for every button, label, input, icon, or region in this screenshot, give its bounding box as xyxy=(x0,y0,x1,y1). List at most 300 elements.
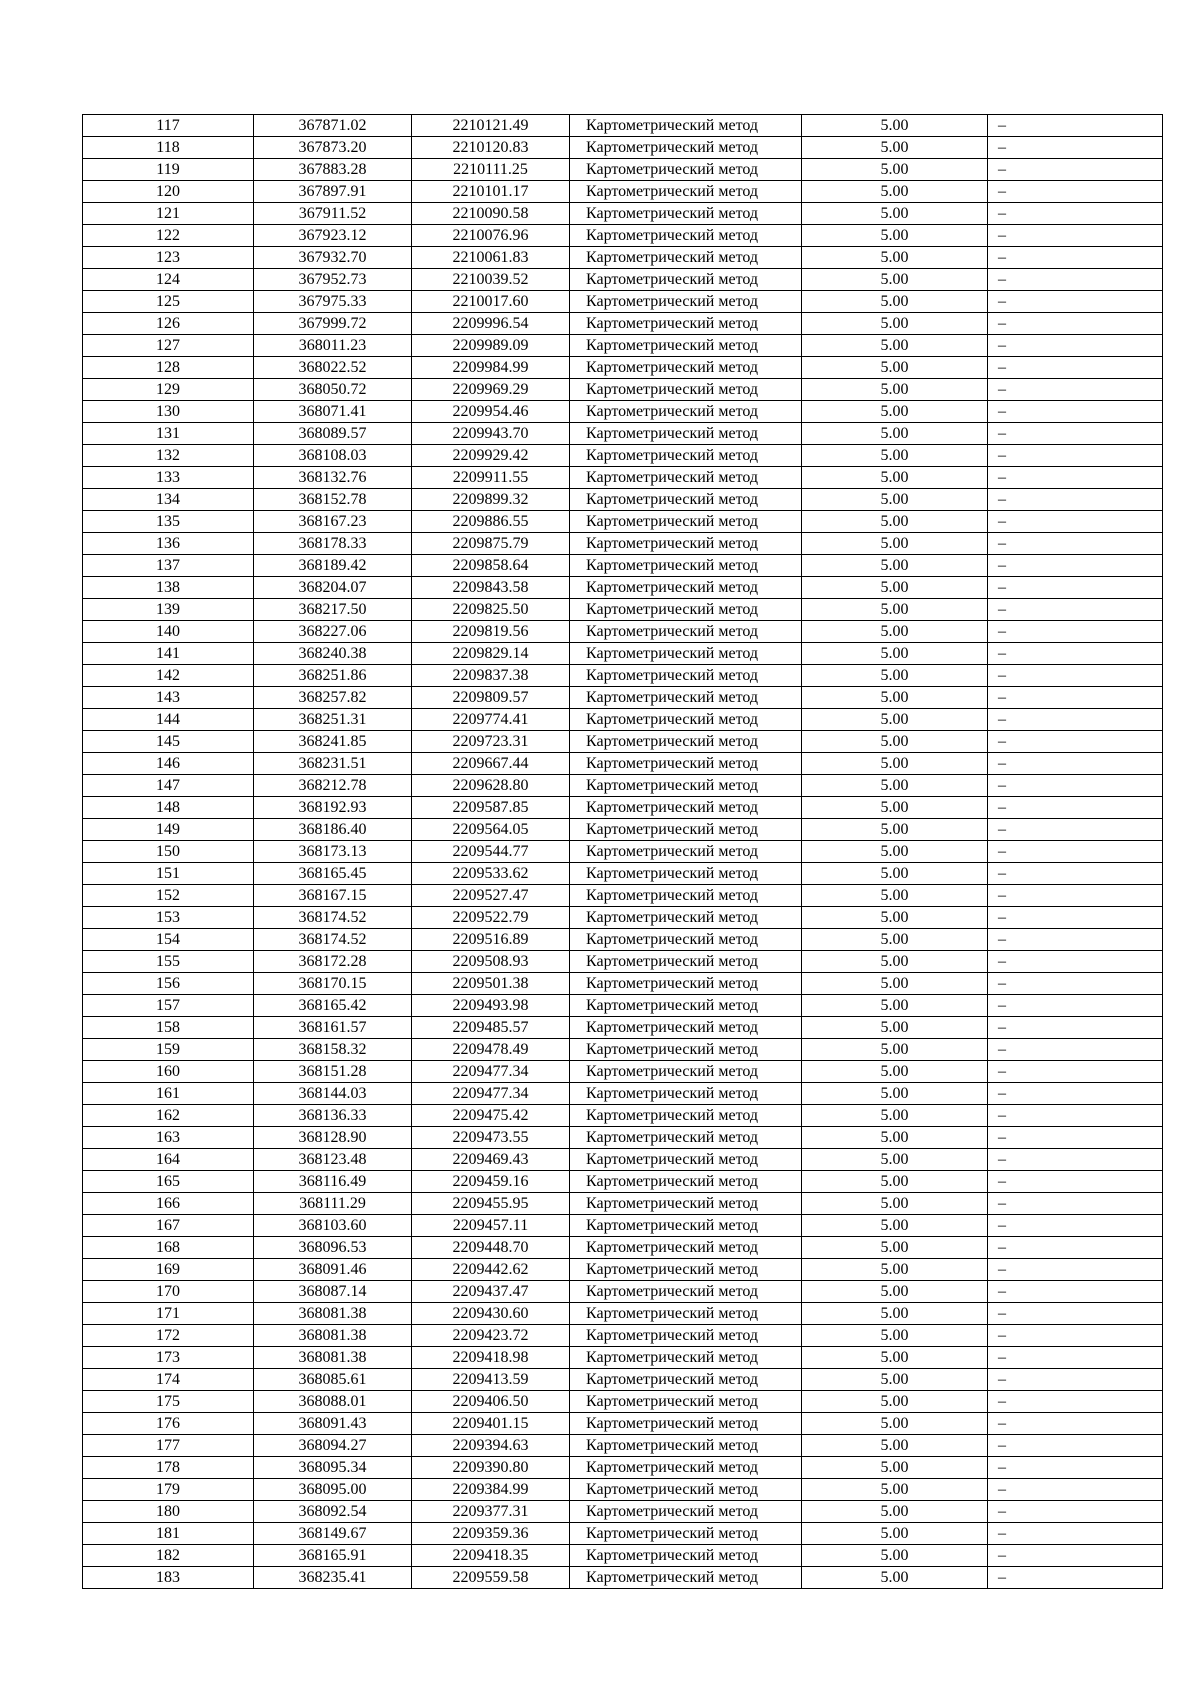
accuracy-cell: 5.00 xyxy=(802,1061,988,1083)
accuracy-cell: 5.00 xyxy=(802,797,988,819)
description-cell: – xyxy=(988,489,1163,511)
accuracy-cell: 5.00 xyxy=(802,445,988,467)
table-row xyxy=(83,357,1163,379)
point-number-cell: 146 xyxy=(83,753,254,775)
accuracy-cell: 5.00 xyxy=(802,1501,988,1523)
point-number-cell: 149 xyxy=(83,819,254,841)
y-coordinate-cell: 2209628.80 xyxy=(412,775,570,797)
x-coordinate-cell: 367883.28 xyxy=(254,159,412,181)
y-coordinate-cell: 2209774.41 xyxy=(412,709,570,731)
accuracy-cell: 5.00 xyxy=(802,1149,988,1171)
method-cell: Картометрический метод xyxy=(570,1567,802,1589)
x-coordinate-cell: 368123.48 xyxy=(254,1149,412,1171)
point-number-cell: 130 xyxy=(83,401,254,423)
point-number-cell: 147 xyxy=(83,775,254,797)
point-number-cell: 167 xyxy=(83,1215,254,1237)
description-cell: – xyxy=(988,1215,1163,1237)
description-cell: – xyxy=(988,1501,1163,1523)
point-number-cell: 123 xyxy=(83,247,254,269)
accuracy-cell: 5.00 xyxy=(802,643,988,665)
accuracy-cell: 5.00 xyxy=(802,401,988,423)
x-coordinate-cell: 367932.70 xyxy=(254,247,412,269)
y-coordinate-cell: 2209667.44 xyxy=(412,753,570,775)
y-coordinate-cell: 2209423.72 xyxy=(412,1325,570,1347)
description-cell: – xyxy=(988,181,1163,203)
description-cell: – xyxy=(988,1479,1163,1501)
y-coordinate-cell: 2209430.60 xyxy=(412,1303,570,1325)
table-row xyxy=(83,159,1163,181)
method-cell: Картометрический метод xyxy=(570,709,802,731)
y-coordinate-cell: 2209954.46 xyxy=(412,401,570,423)
table-row xyxy=(83,1479,1163,1501)
y-coordinate-cell: 2209829.14 xyxy=(412,643,570,665)
point-number-cell: 153 xyxy=(83,907,254,929)
y-coordinate-cell: 2209527.47 xyxy=(412,885,570,907)
method-cell: Картометрический метод xyxy=(570,621,802,643)
description-cell: – xyxy=(988,115,1163,137)
x-coordinate-cell: 368103.60 xyxy=(254,1215,412,1237)
y-coordinate-cell: 2209418.35 xyxy=(412,1545,570,1567)
x-coordinate-cell: 368144.03 xyxy=(254,1083,412,1105)
accuracy-cell: 5.00 xyxy=(802,1369,988,1391)
accuracy-cell: 5.00 xyxy=(802,181,988,203)
point-number-cell: 177 xyxy=(83,1435,254,1457)
table-row xyxy=(83,665,1163,687)
y-coordinate-cell: 2209413.59 xyxy=(412,1369,570,1391)
method-cell: Картометрический метод xyxy=(570,1457,802,1479)
y-coordinate-cell: 2210121.49 xyxy=(412,115,570,137)
description-cell: – xyxy=(988,247,1163,269)
accuracy-cell: 5.00 xyxy=(802,1457,988,1479)
accuracy-cell: 5.00 xyxy=(802,313,988,335)
method-cell: Картометрический метод xyxy=(570,489,802,511)
accuracy-cell: 5.00 xyxy=(802,1325,988,1347)
x-coordinate-cell: 368095.34 xyxy=(254,1457,412,1479)
table-row xyxy=(83,1105,1163,1127)
point-number-cell: 159 xyxy=(83,1039,254,1061)
x-coordinate-cell: 368095.00 xyxy=(254,1479,412,1501)
point-number-cell: 171 xyxy=(83,1303,254,1325)
method-cell: Картометрический метод xyxy=(570,467,802,489)
description-cell: – xyxy=(988,1545,1163,1567)
description-cell: – xyxy=(988,445,1163,467)
method-cell: Картометрический метод xyxy=(570,951,802,973)
method-cell: Картометрический метод xyxy=(570,401,802,423)
method-cell: Картометрический метод xyxy=(570,1083,802,1105)
description-cell: – xyxy=(988,467,1163,489)
accuracy-cell: 5.00 xyxy=(802,753,988,775)
description-cell: – xyxy=(988,137,1163,159)
point-number-cell: 119 xyxy=(83,159,254,181)
point-number-cell: 124 xyxy=(83,269,254,291)
y-coordinate-cell: 2209459.16 xyxy=(412,1171,570,1193)
y-coordinate-cell: 2209522.79 xyxy=(412,907,570,929)
y-coordinate-cell: 2209929.42 xyxy=(412,445,570,467)
method-cell: Картометрический метод xyxy=(570,1105,802,1127)
point-number-cell: 174 xyxy=(83,1369,254,1391)
method-cell: Картометрический метод xyxy=(570,1017,802,1039)
table-row xyxy=(83,1083,1163,1105)
accuracy-cell: 5.00 xyxy=(802,1567,988,1589)
accuracy-cell: 5.00 xyxy=(802,291,988,313)
method-cell: Картометрический метод xyxy=(570,577,802,599)
table-row xyxy=(83,1039,1163,1061)
description-cell: – xyxy=(988,577,1163,599)
accuracy-cell: 5.00 xyxy=(802,467,988,489)
method-cell: Картометрический метод xyxy=(570,1303,802,1325)
table-row xyxy=(83,907,1163,929)
y-coordinate-cell: 2209559.58 xyxy=(412,1567,570,1589)
y-coordinate-cell: 2209837.38 xyxy=(412,665,570,687)
method-cell: Картометрический метод xyxy=(570,1413,802,1435)
y-coordinate-cell: 2209723.31 xyxy=(412,731,570,753)
description-cell: – xyxy=(988,797,1163,819)
description-cell: – xyxy=(988,159,1163,181)
point-number-cell: 125 xyxy=(83,291,254,313)
method-cell: Картометрический метод xyxy=(570,115,802,137)
table-row xyxy=(83,181,1163,203)
y-coordinate-cell: 2209457.11 xyxy=(412,1215,570,1237)
x-coordinate-cell: 368192.93 xyxy=(254,797,412,819)
x-coordinate-cell: 368022.52 xyxy=(254,357,412,379)
description-cell: – xyxy=(988,665,1163,687)
table-row xyxy=(83,577,1163,599)
table-row xyxy=(83,1017,1163,1039)
table-row xyxy=(83,599,1163,621)
y-coordinate-cell: 2209858.64 xyxy=(412,555,570,577)
table-row xyxy=(83,225,1163,247)
table-row xyxy=(83,1501,1163,1523)
method-cell: Картометрический метод xyxy=(570,753,802,775)
description-cell: – xyxy=(988,313,1163,335)
table-row xyxy=(83,973,1163,995)
method-cell: Картометрический метод xyxy=(570,1479,802,1501)
y-coordinate-cell: 2209478.49 xyxy=(412,1039,570,1061)
x-coordinate-cell: 368158.32 xyxy=(254,1039,412,1061)
y-coordinate-cell: 2209384.99 xyxy=(412,1479,570,1501)
accuracy-cell: 5.00 xyxy=(802,775,988,797)
table-row xyxy=(83,819,1163,841)
point-number-cell: 137 xyxy=(83,555,254,577)
y-coordinate-cell: 2210101.17 xyxy=(412,181,570,203)
point-number-cell: 134 xyxy=(83,489,254,511)
description-cell: – xyxy=(988,1391,1163,1413)
x-coordinate-cell: 368167.23 xyxy=(254,511,412,533)
point-number-cell: 163 xyxy=(83,1127,254,1149)
point-number-cell: 155 xyxy=(83,951,254,973)
table-row xyxy=(83,643,1163,665)
table-row xyxy=(83,1523,1163,1545)
description-cell: – xyxy=(988,1017,1163,1039)
method-cell: Картометрический метод xyxy=(570,643,802,665)
y-coordinate-cell: 2209544.77 xyxy=(412,841,570,863)
description-cell: – xyxy=(988,1149,1163,1171)
description-cell: – xyxy=(988,599,1163,621)
method-cell: Картометрический метод xyxy=(570,1369,802,1391)
method-cell: Картометрический метод xyxy=(570,1193,802,1215)
x-coordinate-cell: 368165.45 xyxy=(254,863,412,885)
method-cell: Картометрический метод xyxy=(570,1281,802,1303)
x-coordinate-cell: 368071.41 xyxy=(254,401,412,423)
point-number-cell: 183 xyxy=(83,1567,254,1589)
accuracy-cell: 5.00 xyxy=(802,577,988,599)
point-number-cell: 170 xyxy=(83,1281,254,1303)
table-row xyxy=(83,1413,1163,1435)
table-row xyxy=(83,863,1163,885)
method-cell: Картометрический метод xyxy=(570,1237,802,1259)
x-coordinate-cell: 367952.73 xyxy=(254,269,412,291)
method-cell: Картометрический метод xyxy=(570,1259,802,1281)
y-coordinate-cell: 2210061.83 xyxy=(412,247,570,269)
x-coordinate-cell: 368085.61 xyxy=(254,1369,412,1391)
method-cell: Картометрический метод xyxy=(570,819,802,841)
y-coordinate-cell: 2209390.80 xyxy=(412,1457,570,1479)
y-coordinate-cell: 2209501.38 xyxy=(412,973,570,995)
point-number-cell: 132 xyxy=(83,445,254,467)
point-number-cell: 166 xyxy=(83,1193,254,1215)
x-coordinate-cell: 368108.03 xyxy=(254,445,412,467)
x-coordinate-cell: 368174.52 xyxy=(254,907,412,929)
description-cell: – xyxy=(988,819,1163,841)
method-cell: Картометрический метод xyxy=(570,731,802,753)
point-number-cell: 121 xyxy=(83,203,254,225)
x-coordinate-cell: 368173.13 xyxy=(254,841,412,863)
x-coordinate-cell: 368251.86 xyxy=(254,665,412,687)
y-coordinate-cell: 2209989.09 xyxy=(412,335,570,357)
accuracy-cell: 5.00 xyxy=(802,1413,988,1435)
y-coordinate-cell: 2209564.05 xyxy=(412,819,570,841)
y-coordinate-cell: 2210076.96 xyxy=(412,225,570,247)
table-row xyxy=(83,951,1163,973)
description-cell: – xyxy=(988,1567,1163,1589)
accuracy-cell: 5.00 xyxy=(802,1215,988,1237)
accuracy-cell: 5.00 xyxy=(802,1105,988,1127)
description-cell: – xyxy=(988,1435,1163,1457)
accuracy-cell: 5.00 xyxy=(802,1523,988,1545)
y-coordinate-cell: 2209899.32 xyxy=(412,489,570,511)
description-cell: – xyxy=(988,1303,1163,1325)
x-coordinate-cell: 368170.15 xyxy=(254,973,412,995)
x-coordinate-cell: 368178.33 xyxy=(254,533,412,555)
x-coordinate-cell: 368204.07 xyxy=(254,577,412,599)
method-cell: Картометрический метод xyxy=(570,863,802,885)
method-cell: Картометрический метод xyxy=(570,269,802,291)
method-cell: Картометрический метод xyxy=(570,423,802,445)
y-coordinate-cell: 2210039.52 xyxy=(412,269,570,291)
x-coordinate-cell: 368092.54 xyxy=(254,1501,412,1523)
table-row xyxy=(83,709,1163,731)
y-coordinate-cell: 2209819.56 xyxy=(412,621,570,643)
description-cell: – xyxy=(988,1281,1163,1303)
x-coordinate-cell: 368149.67 xyxy=(254,1523,412,1545)
point-number-cell: 151 xyxy=(83,863,254,885)
table-row xyxy=(83,995,1163,1017)
point-number-cell: 175 xyxy=(83,1391,254,1413)
method-cell: Картометрический метод xyxy=(570,1149,802,1171)
accuracy-cell: 5.00 xyxy=(802,203,988,225)
description-cell: – xyxy=(988,687,1163,709)
method-cell: Картометрический метод xyxy=(570,1347,802,1369)
accuracy-cell: 5.00 xyxy=(802,357,988,379)
method-cell: Картометрический метод xyxy=(570,357,802,379)
description-cell: – xyxy=(988,225,1163,247)
description-cell: – xyxy=(988,533,1163,555)
x-coordinate-cell: 367897.91 xyxy=(254,181,412,203)
x-coordinate-cell: 368161.57 xyxy=(254,1017,412,1039)
accuracy-cell: 5.00 xyxy=(802,599,988,621)
method-cell: Картометрический метод xyxy=(570,247,802,269)
accuracy-cell: 5.00 xyxy=(802,335,988,357)
x-coordinate-cell: 368081.38 xyxy=(254,1303,412,1325)
y-coordinate-cell: 2209533.62 xyxy=(412,863,570,885)
y-coordinate-cell: 2210111.25 xyxy=(412,159,570,181)
description-cell: – xyxy=(988,885,1163,907)
point-number-cell: 129 xyxy=(83,379,254,401)
accuracy-cell: 5.00 xyxy=(802,731,988,753)
description-cell: – xyxy=(988,643,1163,665)
y-coordinate-cell: 2209406.50 xyxy=(412,1391,570,1413)
description-cell: – xyxy=(988,1347,1163,1369)
point-number-cell: 164 xyxy=(83,1149,254,1171)
description-cell: – xyxy=(988,731,1163,753)
y-coordinate-cell: 2209493.98 xyxy=(412,995,570,1017)
y-coordinate-cell: 2209508.93 xyxy=(412,951,570,973)
point-number-cell: 179 xyxy=(83,1479,254,1501)
accuracy-cell: 5.00 xyxy=(802,1347,988,1369)
table-row xyxy=(83,1259,1163,1281)
table-row xyxy=(83,1545,1163,1567)
description-cell: – xyxy=(988,511,1163,533)
method-cell: Картометрический метод xyxy=(570,1127,802,1149)
point-number-cell: 158 xyxy=(83,1017,254,1039)
x-coordinate-cell: 367873.20 xyxy=(254,137,412,159)
x-coordinate-cell: 368189.42 xyxy=(254,555,412,577)
accuracy-cell: 5.00 xyxy=(802,379,988,401)
accuracy-cell: 5.00 xyxy=(802,1237,988,1259)
x-coordinate-cell: 368231.51 xyxy=(254,753,412,775)
method-cell: Картометрический метод xyxy=(570,1501,802,1523)
point-number-cell: 157 xyxy=(83,995,254,1017)
point-number-cell: 182 xyxy=(83,1545,254,1567)
x-coordinate-cell: 368165.42 xyxy=(254,995,412,1017)
description-cell: – xyxy=(988,335,1163,357)
table-row xyxy=(83,445,1163,467)
y-coordinate-cell: 2209448.70 xyxy=(412,1237,570,1259)
accuracy-cell: 5.00 xyxy=(802,1193,988,1215)
method-cell: Картометрический метод xyxy=(570,907,802,929)
method-cell: Картометрический метод xyxy=(570,1545,802,1567)
x-coordinate-cell: 367871.02 xyxy=(254,115,412,137)
accuracy-cell: 5.00 xyxy=(802,115,988,137)
method-cell: Картометрический метод xyxy=(570,1435,802,1457)
method-cell: Картометрический метод xyxy=(570,137,802,159)
point-number-cell: 145 xyxy=(83,731,254,753)
y-coordinate-cell: 2209469.43 xyxy=(412,1149,570,1171)
method-cell: Картометрический метод xyxy=(570,379,802,401)
y-coordinate-cell: 2209455.95 xyxy=(412,1193,570,1215)
x-coordinate-cell: 368091.43 xyxy=(254,1413,412,1435)
description-cell: – xyxy=(988,1061,1163,1083)
table-row xyxy=(83,291,1163,313)
point-number-cell: 176 xyxy=(83,1413,254,1435)
point-number-cell: 154 xyxy=(83,929,254,951)
description-cell: – xyxy=(988,973,1163,995)
accuracy-cell: 5.00 xyxy=(802,137,988,159)
table-row xyxy=(83,1347,1163,1369)
y-coordinate-cell: 2209418.98 xyxy=(412,1347,570,1369)
x-coordinate-cell: 368227.06 xyxy=(254,621,412,643)
x-coordinate-cell: 368235.41 xyxy=(254,1567,412,1589)
method-cell: Картометрический метод xyxy=(570,1061,802,1083)
x-coordinate-cell: 368116.49 xyxy=(254,1171,412,1193)
x-coordinate-cell: 367999.72 xyxy=(254,313,412,335)
point-number-cell: 173 xyxy=(83,1347,254,1369)
description-cell: – xyxy=(988,379,1163,401)
method-cell: Картометрический метод xyxy=(570,181,802,203)
accuracy-cell: 5.00 xyxy=(802,1127,988,1149)
table-row xyxy=(83,1127,1163,1149)
method-cell: Картометрический метод xyxy=(570,599,802,621)
table-row xyxy=(83,841,1163,863)
accuracy-cell: 5.00 xyxy=(802,973,988,995)
x-coordinate-cell: 368094.27 xyxy=(254,1435,412,1457)
table-row xyxy=(83,1061,1163,1083)
accuracy-cell: 5.00 xyxy=(802,929,988,951)
point-number-cell: 139 xyxy=(83,599,254,621)
point-number-cell: 172 xyxy=(83,1325,254,1347)
x-coordinate-cell: 367923.12 xyxy=(254,225,412,247)
table-row xyxy=(83,621,1163,643)
y-coordinate-cell: 2210090.58 xyxy=(412,203,570,225)
x-coordinate-cell: 367975.33 xyxy=(254,291,412,313)
y-coordinate-cell: 2209516.89 xyxy=(412,929,570,951)
table-row xyxy=(83,533,1163,555)
x-coordinate-cell: 368240.38 xyxy=(254,643,412,665)
description-cell: – xyxy=(988,1237,1163,1259)
accuracy-cell: 5.00 xyxy=(802,709,988,731)
x-coordinate-cell: 368091.46 xyxy=(254,1259,412,1281)
x-coordinate-cell: 368096.53 xyxy=(254,1237,412,1259)
table-row xyxy=(83,555,1163,577)
accuracy-cell: 5.00 xyxy=(802,907,988,929)
description-cell: – xyxy=(988,555,1163,577)
description-cell: – xyxy=(988,929,1163,951)
accuracy-cell: 5.00 xyxy=(802,1479,988,1501)
point-number-cell: 117 xyxy=(83,115,254,137)
description-cell: – xyxy=(988,1193,1163,1215)
method-cell: Картометрический метод xyxy=(570,775,802,797)
table-row xyxy=(83,1149,1163,1171)
x-coordinate-cell: 368186.40 xyxy=(254,819,412,841)
description-cell: – xyxy=(988,863,1163,885)
point-number-cell: 160 xyxy=(83,1061,254,1083)
y-coordinate-cell: 2209984.99 xyxy=(412,357,570,379)
y-coordinate-cell: 2209442.62 xyxy=(412,1259,570,1281)
description-cell: – xyxy=(988,951,1163,973)
method-cell: Картометрический метод xyxy=(570,291,802,313)
table-row xyxy=(83,1369,1163,1391)
x-coordinate-cell: 368081.38 xyxy=(254,1347,412,1369)
method-cell: Картометрический метод xyxy=(570,1171,802,1193)
x-coordinate-cell: 368088.01 xyxy=(254,1391,412,1413)
description-cell: – xyxy=(988,775,1163,797)
y-coordinate-cell: 2209886.55 xyxy=(412,511,570,533)
x-coordinate-cell: 368089.57 xyxy=(254,423,412,445)
description-cell: – xyxy=(988,401,1163,423)
y-coordinate-cell: 2209394.63 xyxy=(412,1435,570,1457)
y-coordinate-cell: 2210017.60 xyxy=(412,291,570,313)
point-number-cell: 142 xyxy=(83,665,254,687)
